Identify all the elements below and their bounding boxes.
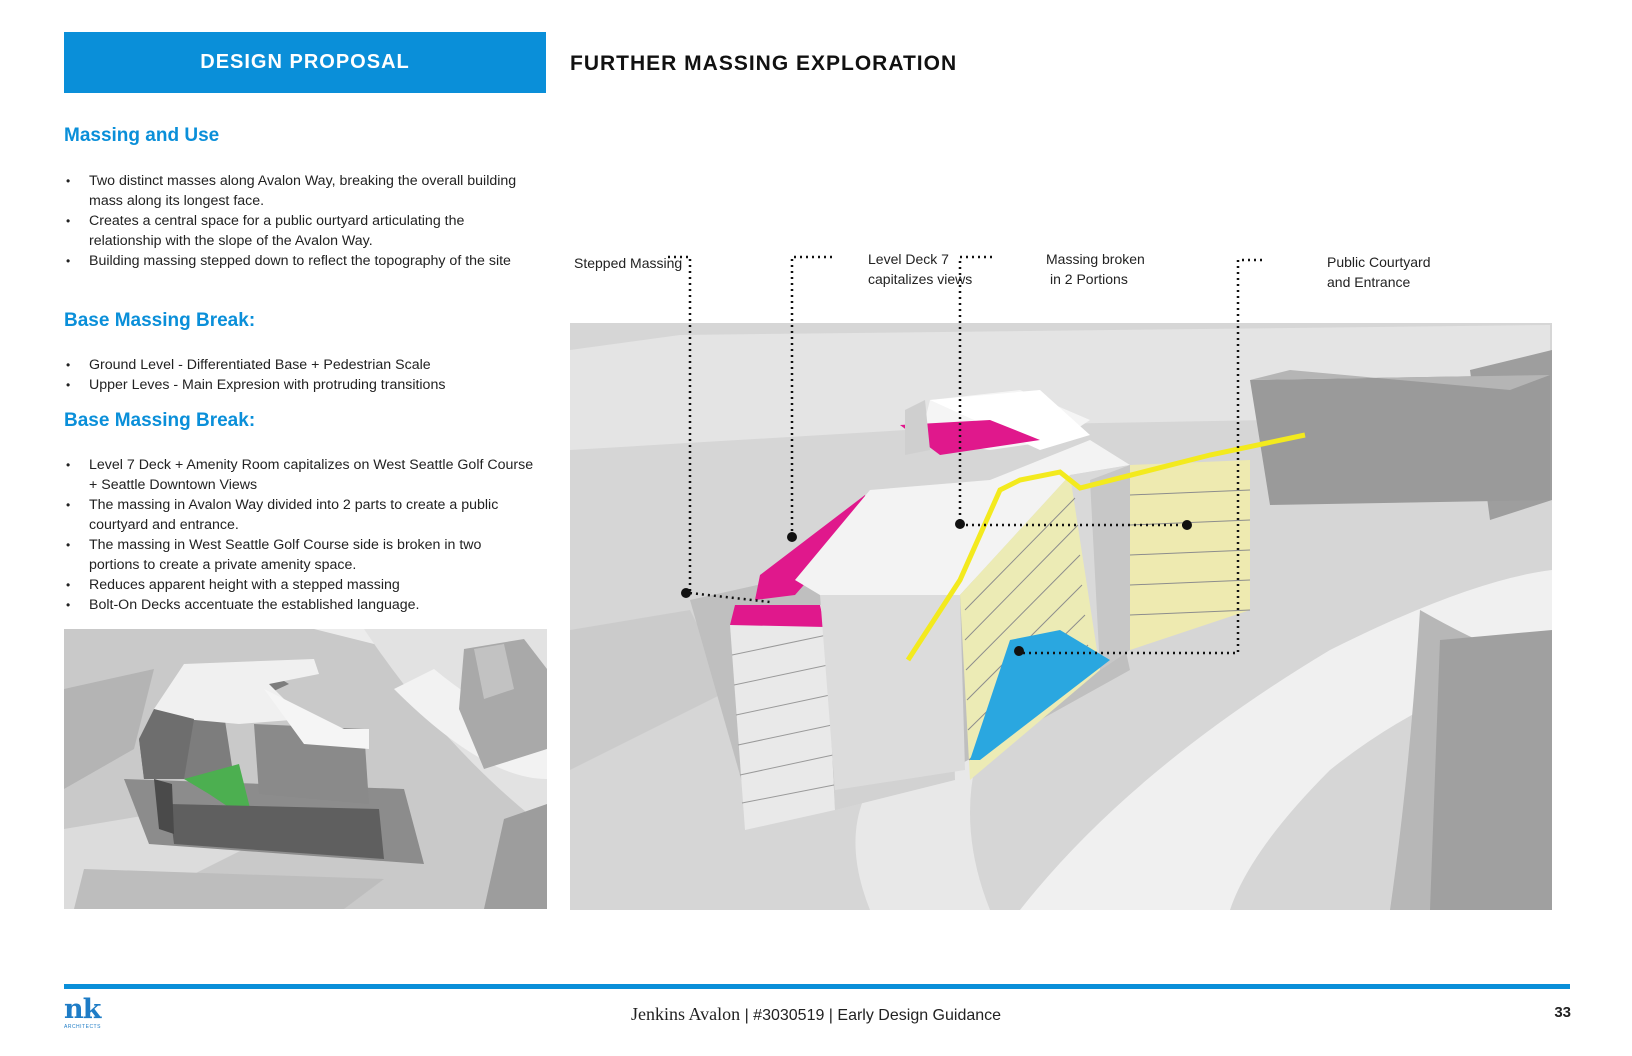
list-item: • Two distinct masses along Avalon Way, breaking the overall building mass along its longest face. <box>64 171 534 211</box>
list-item: • Creates a central space for a public ourtyard articulating the relationship with the slope of the Avalon Way. <box>64 211 534 251</box>
section-label-bar <box>64 32 546 93</box>
callout-dot-level-deck <box>787 532 797 542</box>
list-item: • The massing in West Seattle Golf Course side is broken in two portions to create a private amenity space. <box>64 535 534 575</box>
project-name: Jenkins Avalon <box>630 1004 741 1024</box>
massing-exploration-drawing <box>570 250 1552 910</box>
section-heading-base-massing-break-2: Base Massing Break: <box>64 410 256 431</box>
section-heading-massing-and-use: Massing and Use <box>64 125 220 146</box>
callout-dot-public-courtyard <box>1014 646 1024 656</box>
callout-level-deck-line1: Level Deck 7 <box>868 251 949 267</box>
list-item: • Reduces apparent height with a stepped massing <box>64 575 534 595</box>
callout-dot-stepped-massing <box>681 588 691 598</box>
list-item: • The massing in Avalon Way divided into 2 parts to create a public courtyard and entrance. <box>64 495 534 535</box>
section-heading-base-massing-break-1: Base Massing Break: <box>64 310 256 331</box>
list-item: • Bolt-On Decks accentuate the established language. <box>64 595 534 615</box>
massing-and-use-list <box>64 171 534 271</box>
callout-dot-massing-broken <box>955 519 965 529</box>
list-item: • Building massing stepped down to reflect the topography of the site <box>64 251 534 271</box>
massing-exploration-view <box>570 250 1552 910</box>
list-item: • Level 7 Deck + Amenity Room capitalizes on West Seattle Golf Course + Seattle Downtown Views <box>64 455 534 495</box>
base-massing-break-list-1 <box>64 355 534 395</box>
logo-mark: nk <box>64 994 101 1025</box>
callout-level-deck <box>868 249 972 289</box>
callout-level-deck-line2: capitalizes views <box>868 271 973 287</box>
callout-dot-massing-broken-2 <box>1182 520 1192 530</box>
list-item: • Ground Level - Differentiated Base + Pedestrian Scale <box>64 355 534 375</box>
callout-public-courtyard-line1: Public Courtyard <box>1327 254 1431 270</box>
list-item: • Upper Leves - Main Expresion with protruding transitions <box>64 375 534 395</box>
callout-massing-broken <box>1046 249 1145 289</box>
callout-stepped-massing: Stepped Massing <box>574 255 683 271</box>
project-details: | #3030519 | Early Design Guidance <box>740 1007 1002 1024</box>
page-title: FURTHER MASSING EXPLORATION <box>570 52 958 75</box>
callout-public-courtyard-line2: and Entrance <box>1327 274 1411 290</box>
callout-public-courtyard <box>1327 252 1431 292</box>
footer-project-info <box>0 1004 1632 1025</box>
callout-massing-broken-line1: Massing broken <box>1046 251 1145 267</box>
page-number: 33 <box>1554 1004 1571 1021</box>
callout-massing-broken-line2: in 2 Portions <box>1050 271 1128 287</box>
section-label: DESIGN PROPOSAL <box>200 51 410 73</box>
base-massing-break-list-2 <box>64 455 534 615</box>
footer-rule <box>64 984 1570 989</box>
logo-sub: ARCHITECTS <box>64 1024 101 1030</box>
massing-thumbnail-drawing <box>64 629 547 909</box>
massing-thumbnail-image <box>64 629 547 909</box>
